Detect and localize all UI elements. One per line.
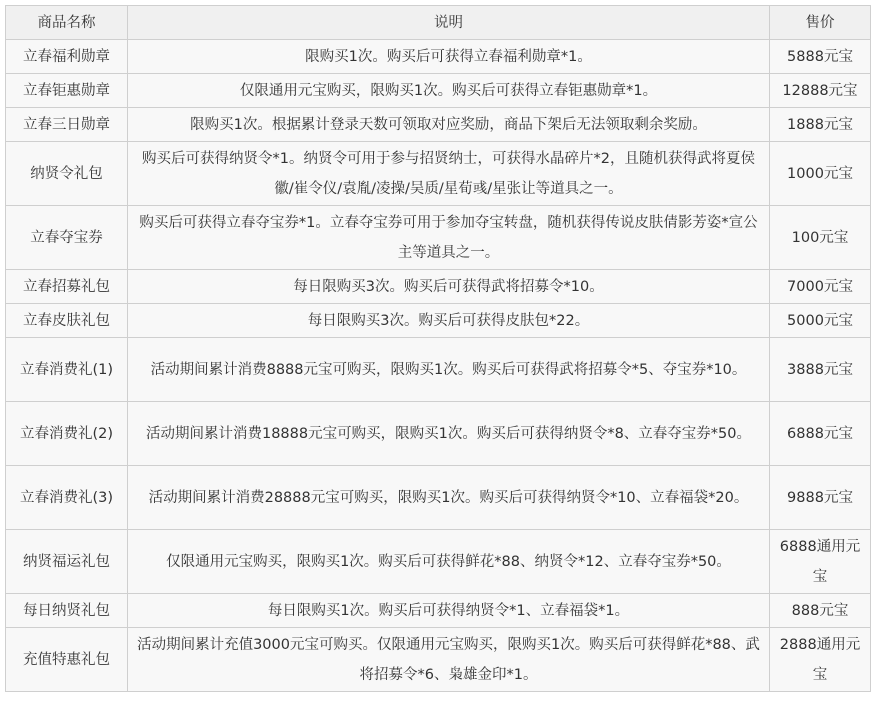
item-price: 7000元宝 xyxy=(770,270,871,304)
header-name: 商品名称 xyxy=(6,6,128,40)
item-description: 仅限通用元宝购买，限购买1次。购买后可获得鲜花*88、纳贤令*12、立春夺宝券*50。 xyxy=(128,530,770,594)
item-description: 限购买1次。根据累计登录天数可领取对应奖励，商品下架后无法领取剩余奖励。 xyxy=(128,108,770,142)
item-name: 立春夺宝券 xyxy=(6,206,128,270)
table-row xyxy=(6,466,871,530)
item-price: 9888元宝 xyxy=(770,466,871,530)
item-description: 每日限购买3次。购买后可获得武将招募令*10。 xyxy=(128,270,770,304)
item-name: 立春招募礼包 xyxy=(6,270,128,304)
table-row xyxy=(6,338,871,402)
item-description: 限购买1次。购买后可获得立春福利勋章*1。 xyxy=(128,40,770,74)
item-price: 888元宝 xyxy=(770,594,871,628)
item-name: 立春消费礼(2) xyxy=(6,402,128,466)
table-row xyxy=(6,40,871,74)
table-row xyxy=(6,270,871,304)
table-row xyxy=(6,304,871,338)
gift-pack-table xyxy=(5,5,871,692)
item-price: 2888通用元宝 xyxy=(770,628,871,692)
item-price: 12888元宝 xyxy=(770,74,871,108)
table-row xyxy=(6,594,871,628)
item-description: 购买后可获得纳贤令*1。纳贤令可用于参与招贤纳士，可获得水晶碎片*2，且随机获得武将夏侯徽/崔令仪/袁胤/凌操/吴质/星荀彧/星张让等道具之一。 xyxy=(128,142,770,206)
item-price: 3888元宝 xyxy=(770,338,871,402)
item-description: 活动期间累计充值3000元宝可购买。仅限通用元宝购买，限购买1次。购买后可获得鲜花*88、武将招募令*6、枭雄金印*1。 xyxy=(128,628,770,692)
item-name: 纳贤令礼包 xyxy=(6,142,128,206)
table-row xyxy=(6,402,871,466)
item-name: 纳贤福运礼包 xyxy=(6,530,128,594)
item-name: 立春消费礼(3) xyxy=(6,466,128,530)
item-name: 立春福利勋章 xyxy=(6,40,128,74)
item-name: 立春钜惠勋章 xyxy=(6,74,128,108)
item-name: 每日纳贤礼包 xyxy=(6,594,128,628)
table-row xyxy=(6,628,871,692)
header-description: 说明 xyxy=(128,6,770,40)
table-row xyxy=(6,142,871,206)
item-price: 5000元宝 xyxy=(770,304,871,338)
item-description: 活动期间累计消费28888元宝可购买，限购买1次。购买后可获得纳贤令*10、立春福袋*20。 xyxy=(128,466,770,530)
table-row xyxy=(6,530,871,594)
item-name: 充值特惠礼包 xyxy=(6,628,128,692)
item-price: 100元宝 xyxy=(770,206,871,270)
item-description: 仅限通用元宝购买，限购买1次。购买后可获得立春钜惠勋章*1。 xyxy=(128,74,770,108)
item-price: 6888通用元宝 xyxy=(770,530,871,594)
item-description: 活动期间累计消费18888元宝可购买，限购买1次。购买后可获得纳贤令*8、立春夺宝券*50。 xyxy=(128,402,770,466)
table-row xyxy=(6,108,871,142)
table-header-row xyxy=(6,6,871,40)
item-description: 每日限购买3次。购买后可获得皮肤包*22。 xyxy=(128,304,770,338)
item-name: 立春三日勋章 xyxy=(6,108,128,142)
item-name: 立春消费礼(1) xyxy=(6,338,128,402)
item-price: 6888元宝 xyxy=(770,402,871,466)
header-price: 售价 xyxy=(770,6,871,40)
item-price: 1888元宝 xyxy=(770,108,871,142)
table-row xyxy=(6,74,871,108)
item-price: 5888元宝 xyxy=(770,40,871,74)
item-description: 活动期间累计消费8888元宝可购买，限购买1次。购买后可获得武将招募令*5、夺宝券*10。 xyxy=(128,338,770,402)
item-name: 立春皮肤礼包 xyxy=(6,304,128,338)
item-description: 购买后可获得立春夺宝券*1。立春夺宝券可用于参加夺宝转盘，随机获得传说皮肤倩影芳姿*宣公主等道具之一。 xyxy=(128,206,770,270)
item-description: 每日限购买1次。购买后可获得纳贤令*1、立春福袋*1。 xyxy=(128,594,770,628)
table-row xyxy=(6,206,871,270)
item-price: 1000元宝 xyxy=(770,142,871,206)
